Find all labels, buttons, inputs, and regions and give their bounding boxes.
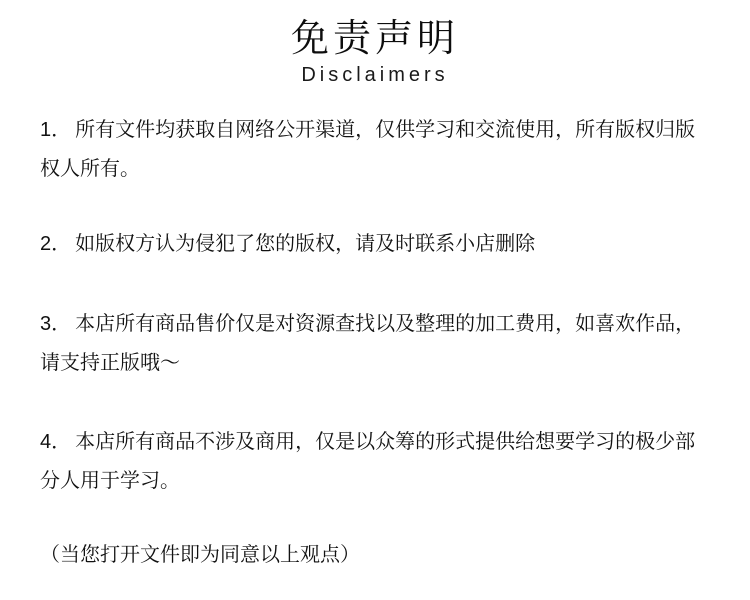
page-title: 免责声明 xyxy=(290,16,459,60)
clause-text: 如版权方认为侵犯了您的版权，请及时联系小店删除 xyxy=(75,231,536,255)
page-subtitle: Disclaimers xyxy=(301,64,449,86)
clause-3 xyxy=(40,304,715,381)
clause-number: 1． xyxy=(40,119,72,141)
clause-4 xyxy=(40,422,715,499)
clause-2 xyxy=(40,224,715,263)
clause-number: 3． xyxy=(40,313,72,335)
consent-note: （当您打开文件即为同意以上观点） xyxy=(40,542,360,566)
clause-text: 本店所有商品售价仅是对资源查找以及整理的加工费用，如喜欢作品，请支持正版哦～ xyxy=(40,311,696,374)
clause-1 xyxy=(40,110,715,187)
clause-number: 2． xyxy=(40,233,72,255)
clause-text: 所有文件均获取自网络公开渠道，仅供学习和交流使用，所有版权归版权人所有。 xyxy=(40,117,696,180)
clause-text: 本店所有商品不涉及商用，仅是以众筹的形式提供给想要学习的极少部分人用于学习。 xyxy=(40,429,696,492)
clause-number: 4． xyxy=(40,431,72,453)
